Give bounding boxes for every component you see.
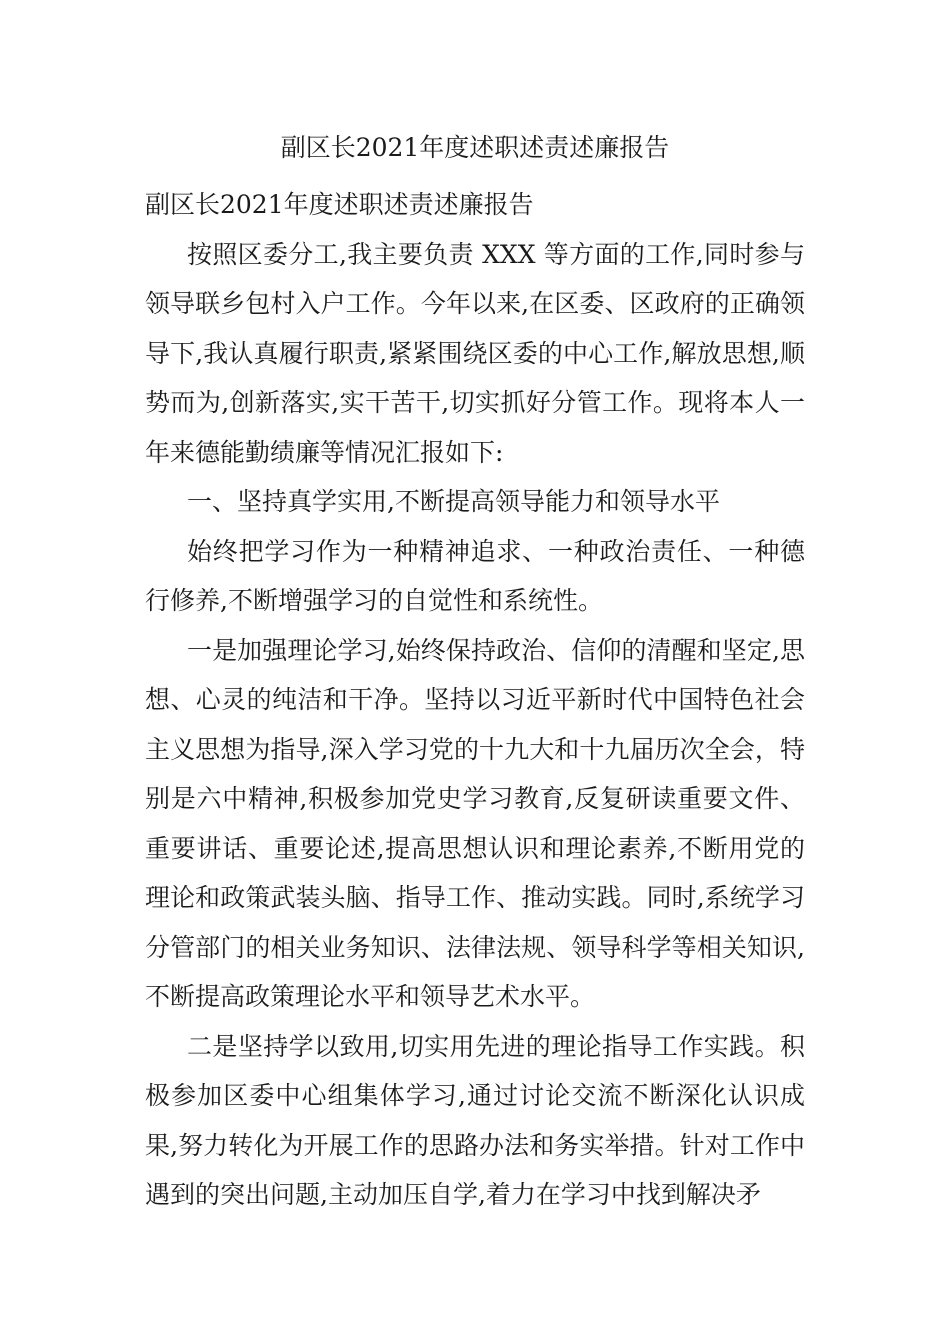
document-body	[145, 180, 805, 1220]
paragraph-apply-learning: 二是坚持学以致用,切实用先进的理论指导工作实践。积极参加区委中心组集体学习,通过讨论交流不断深化认识成果,努力转化为开展工作的思路办法和务实举措。针对工作中遇到的突出问题,主动加压自学,着力在学习中找到解决矛	[145, 1031, 805, 1209]
section-heading-1: 一、坚持真学实用,不断提高领导能力和领导水平	[187, 487, 720, 516]
paragraph-intro: 按照区委分工,我主要负责 XXX 等方面的工作,同时参与领导联乡包村入户工作。今年以来,在区委、区政府的正确领导下,我认真履行职责,紧紧围绕区委的中心工作,解放思想,顺势而为,创新落实,实干苦干,切实抓好分管工作。现将本人一年来德能勤绩廉等情况汇报如下:	[145, 239, 805, 467]
paragraph-theory-study: 一是加强理论学习,始终保持政治、信仰的清醒和坚定,思想、心灵的纯洁和干净。坚持以习近平新时代中国特色社会主义思想为指导,深入学习党的十九大和十九届历次全会，特别是六中精神,积极参加党史学习教育,反复研读重要文件、重要讲话、重要论述,提高思想认识和理论素养,不断用党的理论和政策武装头脑、指导工作、推动实践。同时,系统学习分管部门的相关业务知识、法律法规、领导科学等相关知识,不断提高政策理论水平和领导艺术水平。	[145, 635, 805, 1011]
paragraph-study-overview: 始终把学习作为一种精神追求、一种政治责任、一种德行修养,不断增强学习的自觉性和系统性。	[145, 536, 805, 615]
document-title: 副区长2021年度述职述责述廉报告	[280, 133, 670, 162]
paragraph-subtitle: 副区长2021年度述职述责述廉报告	[145, 190, 534, 219]
